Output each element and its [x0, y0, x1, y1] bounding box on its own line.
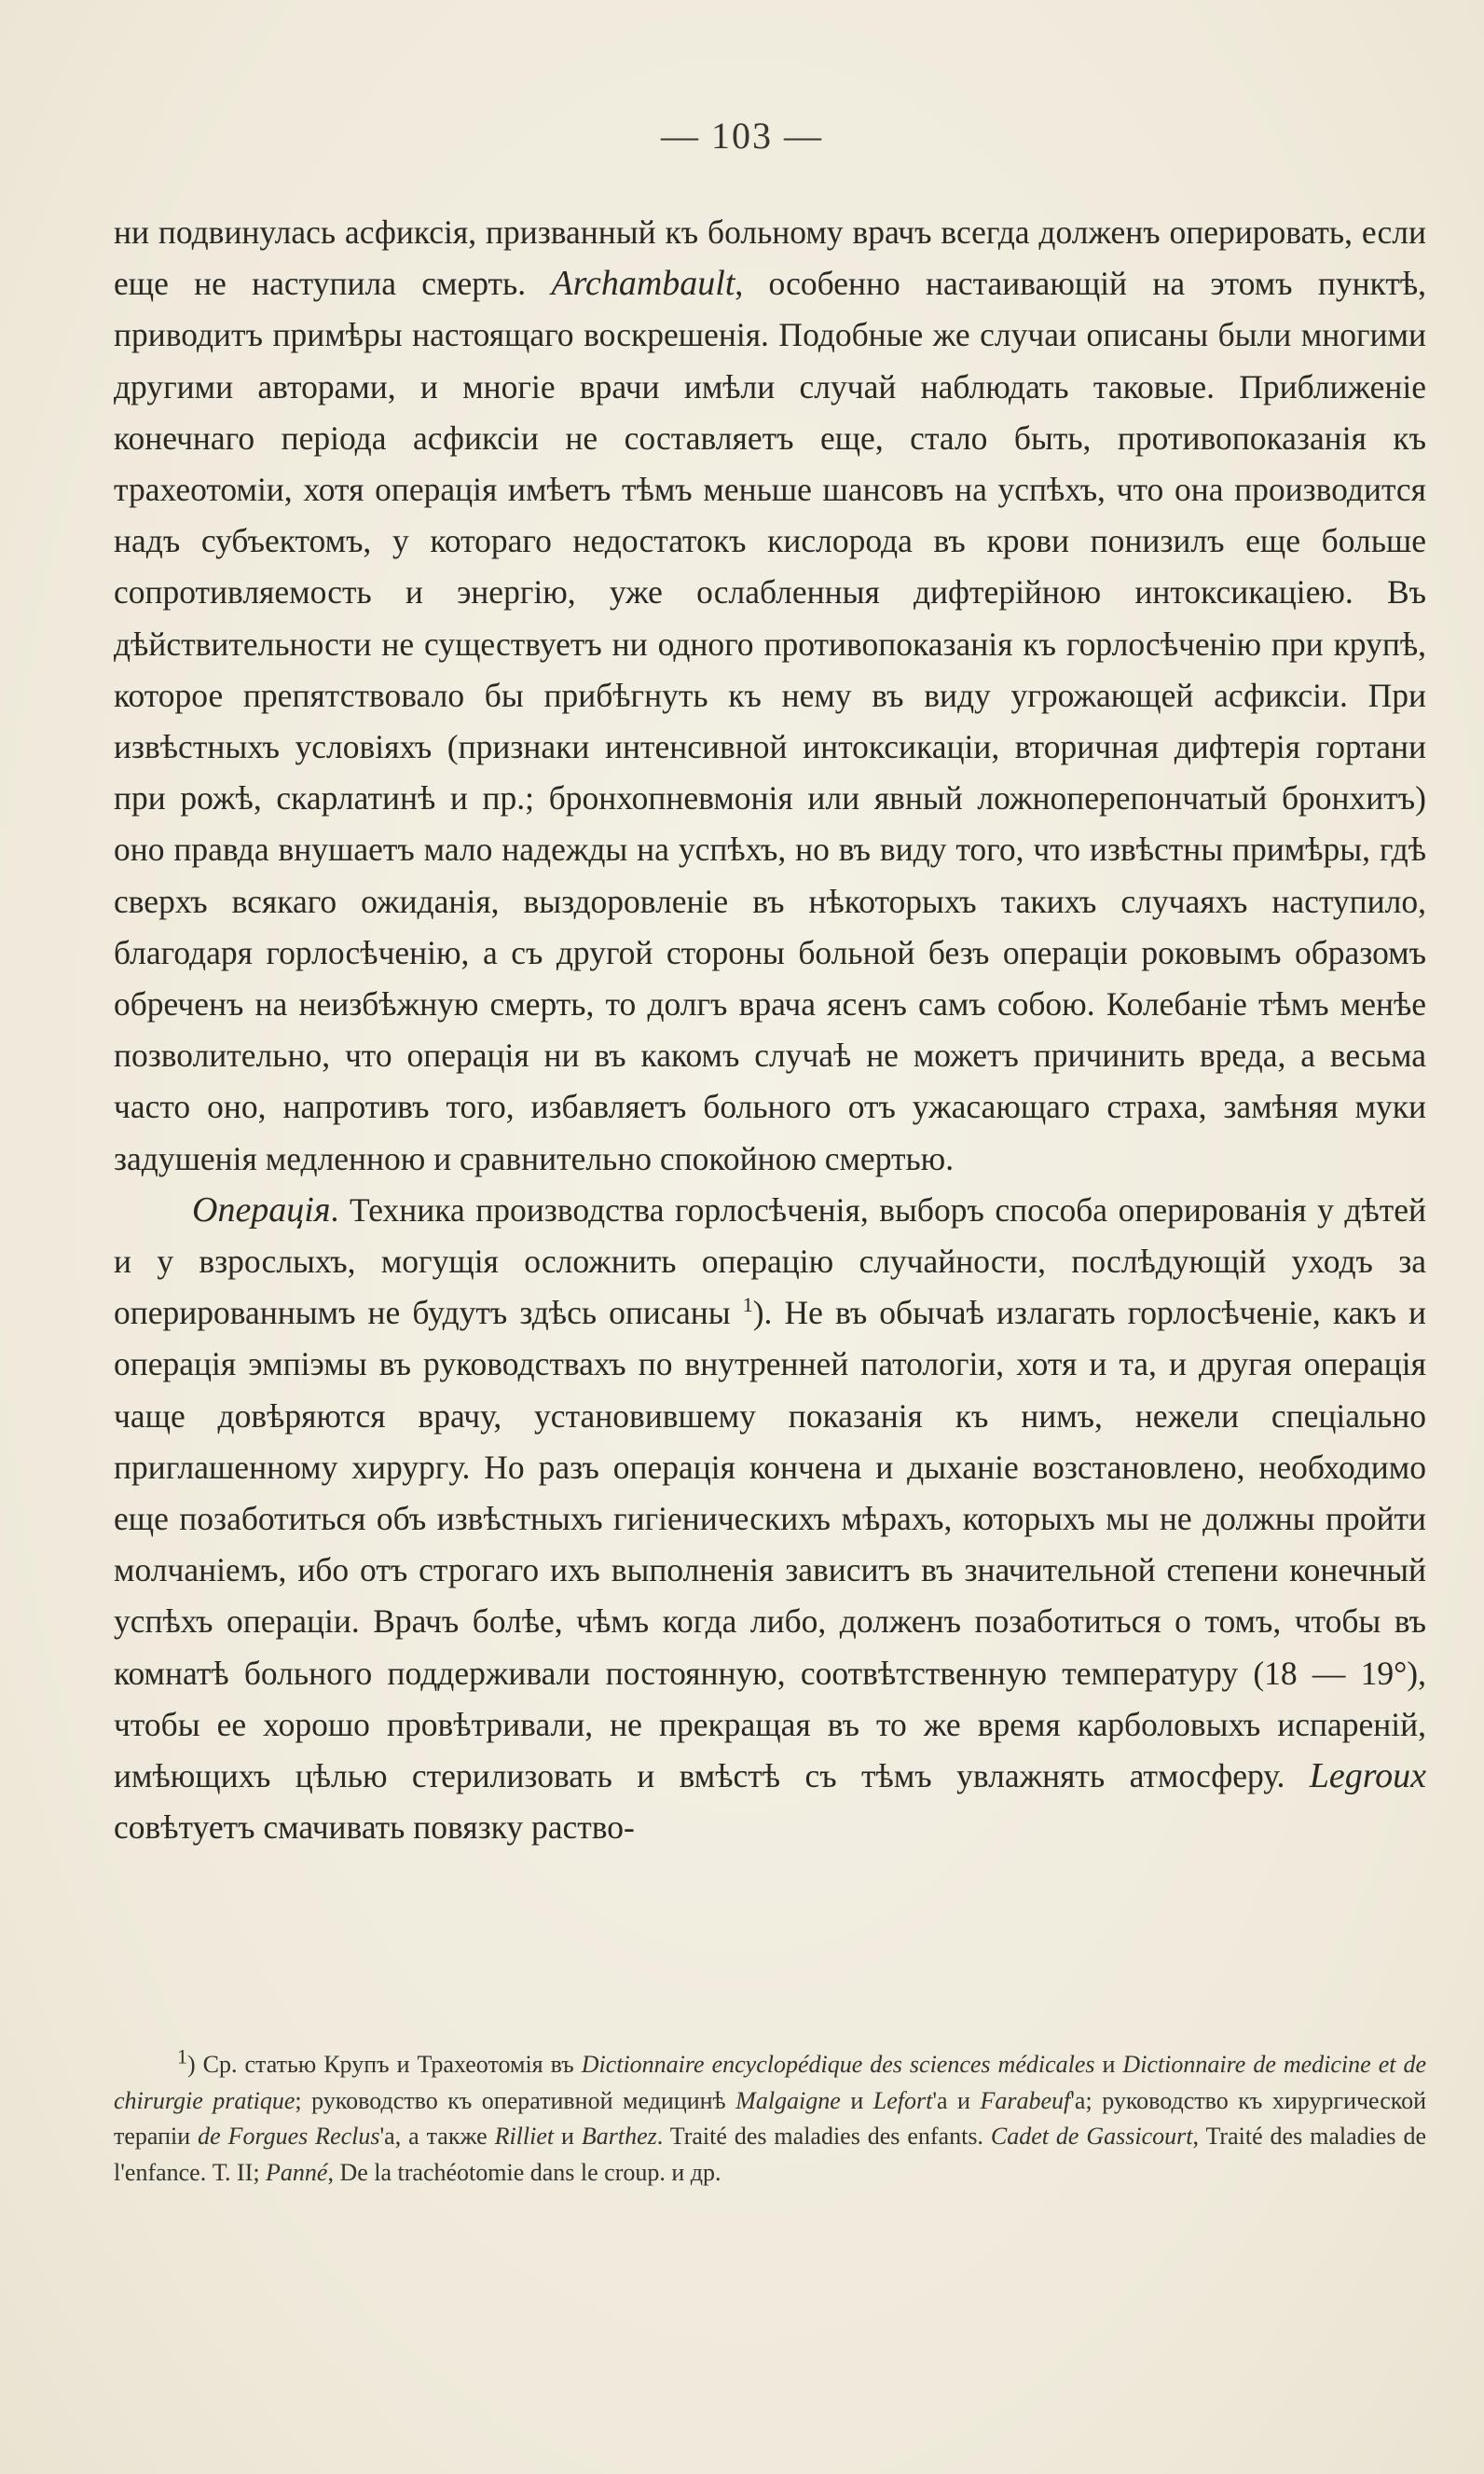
text-run: , De la trachéotomie dans le croup. и др. [327, 2158, 721, 2186]
italic-text: Barthez [581, 2123, 657, 2150]
footnote-1 [114, 2044, 1427, 2191]
text-run: ; руководство къ оперативной медицинѣ [295, 2086, 736, 2114]
text-run: и [840, 2086, 873, 2114]
italic-text: Операція [192, 1189, 331, 1230]
footnote-mark: 1 [742, 1293, 753, 1317]
text-run: , Traité des maladies de l'enfance. Т. II; [114, 2123, 1427, 2186]
italic-text: Legroux [1309, 1756, 1426, 1796]
text-run: и [554, 2123, 582, 2150]
main-text [114, 207, 1426, 1854]
italic-text: Farabeuf [980, 2086, 1071, 2114]
italic-text: Panné [266, 2158, 328, 2186]
italic-text: Malgaigne [735, 2086, 841, 2114]
footnote-mark: 1 [177, 2044, 187, 2069]
text-run: ни подвинулась асфиксія, призванный къ больному врачъ всегда долженъ оперировать, если еще не наступила смерть. [114, 213, 1426, 303]
text-run: . Traité des maladies des enfants. [656, 2123, 991, 2150]
italic-text: Lefort [873, 2086, 933, 2114]
text-run: , особенно настаивающій на этомъ пунктѣ, приводитъ примѣры настоящаго воскрешенія. Подобные же случаи описаны были многими другими авторами, и многіе врачи имѣли случай наблюдать таковые. Приближеніе конечнаго періода асфиксіи не составляетъ еще, стало быть, противопоказанія къ трахеотоміи, хотя операція имѣетъ тѣмъ меньше шансовъ на успѣхъ, что она производится надъ субъектомъ, у котораго недостатокъ кислорода въ крови понизилъ еще больше сопротивляемость и энергію, уже ослабленныя дифтерійною интоксикаціею. Въ дѣйствительности не существуетъ ни одного противопоказанія къ горлосѣченію при крупѣ, которое препятствовало бы прибѣгнуть къ нему въ виду угрожающей асфиксіи. При извѣстныхъ условіяхъ (признаки интенсивной интоксикаціи, вторичная дифтерія гортани при рожѣ, скарлатинѣ и пр.; бронхопневмонія или явный ложноперепончатый бронхитъ) оно правда внушаетъ мало надежды на успѣхъ, но въ виду того, что извѣстны примѣры, гдѣ сверхъ всякаго ожиданія, выздоровленіе въ нѣкоторыхъ такихъ случаяхъ наступило, благодаря горлосѣченію, а съ другой стороны больной безъ операціи роковымъ образомъ обреченъ на неизбѣжную смерть, то долгъ врача ясенъ самъ собою. Колебаніе тѣмъ менѣе позволительно, что операція ни въ какомъ случаѣ не можетъ причинить вреда, а весьма часто оно, напротивъ того, избавляетъ больного отъ ужасающаго страха, замѣняя муки задушенія медленною и сравнительно спокойною смертью. [114, 265, 1427, 1177]
text-run: совѣтуетъ смачивать повязку раство- [114, 1808, 635, 1847]
text-run: 'а, а также [379, 2123, 495, 2150]
italic-text: Archambault [551, 264, 735, 304]
text-run: 'а и [932, 2086, 981, 2114]
text-run: ) Ср. статью Крупъ и Трахеотомія въ [187, 2051, 582, 2078]
footnotes [114, 2044, 1427, 2191]
italic-text: Dictionnaire de medicine et de chirurgie pratique [114, 2051, 1426, 2114]
italic-text: de Forgues Reclus [198, 2123, 380, 2150]
text-run: . Техника производства горлосѣченія, выборъ способа оперированія у дѣтей и у взрослыхъ, могущія осложнить операцію случайности, послѣдующій уходъ за оперированнымъ не будутъ здѣсь описаны [114, 1190, 1426, 1332]
italic-text: Dictionnaire encyclopédique des sciences médicales [581, 2051, 1095, 2078]
italic-text: Rilliet [494, 2123, 555, 2150]
text-run: 'а; руководство къ хирургической терапіи [114, 2086, 1427, 2150]
paragraph-operation [114, 1185, 1426, 1854]
italic-text: Cadet de Gassicourt [990, 2123, 1193, 2150]
text-run: ). Не въ обычаѣ излагать горлосѣченіе, какъ и операція эмпіэмы въ руководствахъ по внутренней патологіи, хотя и та, и другая операція чаще довѣряются врачу, установившему показанія къ нимъ, нежели спеціально приглашенному хирургу. Но разъ операція кончена и дыханіе возстановлено, необходимо еще позаботиться объ извѣстныхъ гигіеническихъ мѣрахъ, которыхъ мы не должны пройти молчаніемъ, ибо отъ строгаго ихъ выполненія зависитъ въ значительной степени конечный успѣхъ операціи. Врачъ болѣе, чѣмъ когда либо, долженъ позаботиться о томъ, чтобы въ комнатѣ больного поддерживали постоянную, соотвѣтственную температуру (18 — 19°), чтобы ее хорошо провѣтривали, не прекращая въ то же время карболовыхъ испареній, имѣющихъ цѣлью стерилизовать и вмѣстѣ съ тѣмъ увлажнять атмосферу. [114, 1294, 1427, 1795]
paragraph-1 [114, 207, 1426, 1185]
text-run: и [1094, 2051, 1123, 2078]
page-number: — 103 — [661, 115, 823, 157]
